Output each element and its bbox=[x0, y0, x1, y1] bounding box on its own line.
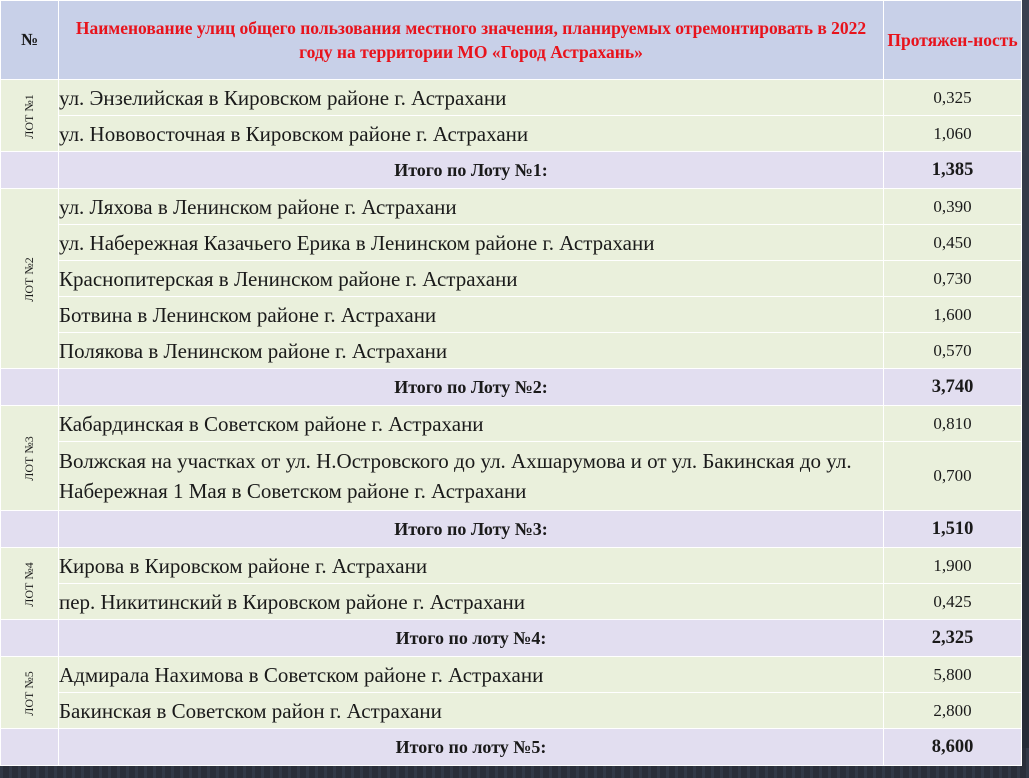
street-length: 0,425 bbox=[884, 584, 1022, 620]
lot-total-value: 8,600 bbox=[884, 729, 1022, 766]
street-name: Кирова в Кировском районе г. Астрахани bbox=[59, 548, 884, 584]
table-row bbox=[1, 297, 1022, 333]
street-length: 2,800 bbox=[884, 693, 1022, 729]
street-length: 0,810 bbox=[884, 406, 1022, 442]
street-length: 5,800 bbox=[884, 657, 1022, 693]
empty-cell bbox=[1, 152, 59, 189]
table-row bbox=[1, 261, 1022, 297]
lot-total-value: 1,510 bbox=[884, 511, 1022, 548]
street-name: Ботвина в Ленинском районе г. Астрахани bbox=[59, 297, 884, 333]
street-name: ул. Ляхова в Ленинском районе г. Астрахани bbox=[59, 189, 884, 225]
street-length: 0,450 bbox=[884, 225, 1022, 261]
lot-label: ЛОТ №1 bbox=[22, 93, 36, 139]
table-row bbox=[1, 116, 1022, 152]
lot-label: ЛОТ №5 bbox=[22, 670, 36, 716]
street-name: Бакинская в Советском район г. Астрахани bbox=[59, 693, 884, 729]
street-name: пер. Никитинский в Кировском районе г. Астрахани bbox=[59, 584, 884, 620]
street-name: Краснопитерская в Ленинском районе г. Астрахани bbox=[59, 261, 884, 297]
lot-total-label: Итого по лоту №4: bbox=[59, 620, 884, 657]
header-title: Наименование улиц общего пользования местного значения, планируемых отремонтировать в 2022 году на территории МО «Город Астрахань» bbox=[59, 1, 884, 80]
empty-cell bbox=[1, 511, 59, 548]
lot-total-label: Итого по Лоту №2: bbox=[59, 369, 884, 406]
lot-total-row bbox=[1, 620, 1022, 657]
table-row bbox=[1, 225, 1022, 261]
lot-total-label: Итого по Лоту №3: bbox=[59, 511, 884, 548]
table-row bbox=[1, 584, 1022, 620]
street-length: 0,700 bbox=[884, 442, 1022, 511]
street-length: 0,570 bbox=[884, 333, 1022, 369]
table-row bbox=[1, 189, 1022, 225]
table-header-row bbox=[1, 1, 1022, 80]
street-name: ул. Набережная Казачьего Ерика в Ленинском районе г. Астрахани bbox=[59, 225, 884, 261]
street-name: ул. Энзелийская в Кировском районе г. Астрахани bbox=[59, 80, 884, 116]
header-length: Протяжен-ность bbox=[884, 1, 1022, 80]
table-row bbox=[1, 657, 1022, 693]
header-number: № bbox=[1, 1, 59, 80]
lot-label: ЛОТ №4 bbox=[22, 561, 36, 607]
empty-cell bbox=[1, 369, 59, 406]
table-row bbox=[1, 333, 1022, 369]
lot-label-cell bbox=[1, 189, 59, 369]
lot-total-row bbox=[1, 152, 1022, 189]
street-length: 0,390 bbox=[884, 189, 1022, 225]
empty-cell bbox=[1, 729, 59, 766]
lot-total-row bbox=[1, 729, 1022, 766]
table-row bbox=[1, 548, 1022, 584]
street-name: Волжская на участках от ул. Н.Островского до ул. Ахшарумова и от ул. Бакинская до ул. Набережная 1 Мая в Советском районе г. Астрахани bbox=[59, 442, 884, 511]
lot-total-label: Итого по лоту №5: bbox=[59, 729, 884, 766]
table-row bbox=[1, 442, 1022, 511]
lot-label-cell bbox=[1, 657, 59, 729]
street-name: ул. Нововосточная в Кировском районе г. Астрахани bbox=[59, 116, 884, 152]
lot-total-value: 2,325 bbox=[884, 620, 1022, 657]
lot-label: ЛОТ №2 bbox=[22, 256, 36, 302]
lot-label-cell bbox=[1, 548, 59, 620]
lot-total-value: 3,740 bbox=[884, 369, 1022, 406]
street-length: 0,325 bbox=[884, 80, 1022, 116]
lot-label: ЛОТ №3 bbox=[22, 436, 36, 481]
lot-total-value: 1,385 bbox=[884, 152, 1022, 189]
table-row bbox=[1, 406, 1022, 442]
street-length: 1,900 bbox=[884, 548, 1022, 584]
street-name: Полякова в Ленинском районе г. Астрахани bbox=[59, 333, 884, 369]
lot-total-row bbox=[1, 511, 1022, 548]
street-name: Кабардинская в Советском районе г. Астрахани bbox=[59, 406, 884, 442]
lot-label-cell bbox=[1, 80, 59, 152]
lot-total-row bbox=[1, 369, 1022, 406]
empty-cell bbox=[1, 620, 59, 657]
table-row bbox=[1, 693, 1022, 729]
street-length: 1,600 bbox=[884, 297, 1022, 333]
lot-label-cell bbox=[1, 406, 59, 511]
lot-total-label: Итого по Лоту №1: bbox=[59, 152, 884, 189]
street-length: 1,060 bbox=[884, 116, 1022, 152]
street-name: Адмирала Нахимова в Советском районе г. Астрахани bbox=[59, 657, 884, 693]
table-row bbox=[1, 80, 1022, 116]
street-length: 0,730 bbox=[884, 261, 1022, 297]
